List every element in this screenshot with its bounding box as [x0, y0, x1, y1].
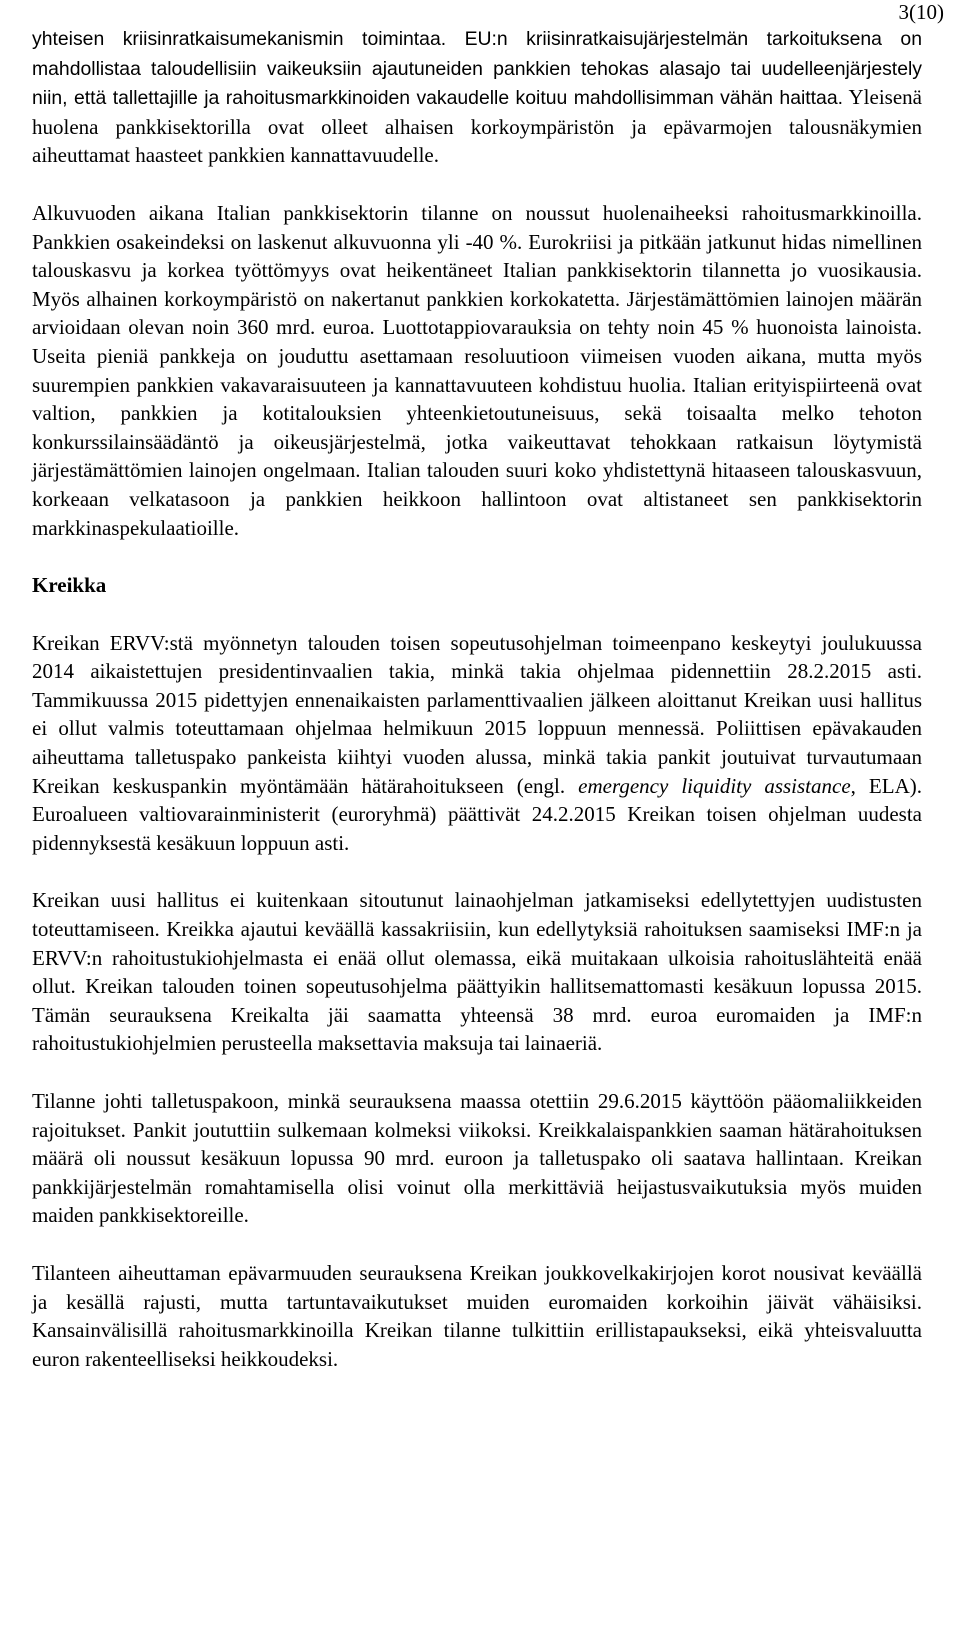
document-body — [32, 24, 922, 1373]
paragraph-crisis-resolution — [32, 24, 922, 170]
page-number: 3(10) — [898, 0, 944, 24]
paragraph-italy-banking: Alkuvuoden aikana Italian pankkisektorin tilanne on noussut huolenaiheeksi rahoitusmarkkinoilla. Pankkien osakeindeksi on laskenut alkuvuonna yli -40 %. Eurokriisi ja pitkään jatkunut hidas nimellinen talouskasvu ja korkea työttömyys ovat heikentäneet Italian pankkisektorin tilannetta jo vuosikausia. Myös alhainen korkoympäristö on nakertanut pankkien korkokatetta. Järjestämättömien lainojen määrän arvioidaan olevan noin 360 mrd. euroa. Luottotappiovarauksia on tehty noin 45 % huonoista lainoista. Useita pieniä pankkeja on jouduttu asettamaan resoluutioon viimeisen vuoden aikana, mutta myös suurempien pankkien vakavaraisuuteen ja kannattavuuteen kohdistuu huolia. Italian erityispiirteenä ovat valtion, pankkien ja kotitalouksien yhteenkietoutuneisuus, sekä toisaalta melko tehoton konkurssilainsäädäntö ja oikeusjärjestelmä, jotka vaikeuttavat tehokkaan ratkaisun löytymistä järjestämättömien lainojen ongelmaan. Italian talouden suuri koko yhdistettynä hitaaseen talouskasvuun, korkeaan velkatasoon ja pankkien heikkoon hallintoon ovat altistaneet sen pankkisektorin markkinaspekulaatioille. — [32, 200, 922, 540]
section-heading-kreikka: Kreikka — [32, 573, 107, 598]
paragraph-capital-controls: Tilanne johti talletuspakoon, minkä seurauksena maassa otettiin 29.6.2015 käyttöön pääomaliikkeiden rajoitukset. Pankit joututtiin sulkemaan kolmeksi viikoksi. Kreikkalaispankkien saaman hätärahoituksen määrä oli noussut kesäkuun lopussa 90 mrd. euroon ja talletuspako oli saatava hallintaan. Kreikan pankkijärjestelmän romahtamisella olisi voinut olla merkittäviä heijastusvaikutuksia myös muiden maiden pankkisektoreille. — [32, 1089, 922, 1228]
paragraph-greece-program-part-a: Kreikan ERVV:stä myönnetyn talouden toisen sopeutusohjelman toimeenpano keskeytyi joulukuussa 2014 aikaistettujen presidentinvaalien takia, minkä takia ohjelmaa pidennettiin 28.2.2015 asti. Tammikuussa 2015 pidettyjen ennenaikaisten parlamenttivaalien jälkeen aloittanut Kreikan uusi hallitus ei ollut valmis toteuttamaan ohjelmaa helmikuun 2015 loppuun mennessä. Poliittisen epävakauden aiheuttama talletuspako pankeista kiihtyi vuoden alussa, minkä takia pankit joutuivat turvautumaan Kreikan keskuspankin myöntämään hätärahoitukseen (engl. — [32, 630, 922, 798]
paragraph-crisis-resolution-part-b: Yleisenä huolena pankkisektorilla ovat olleet alhaisen korkoympäristön ja epävarmojen talousnäkymien aiheuttamat haasteet pankkien kannattavuudelle. — [32, 85, 922, 168]
paragraph-greece-program — [32, 629, 922, 858]
paragraph-greece-program-part-b: , ELA). Euroalueen valtiovarainministerit (euroryhmä) päättivät 24.2.2015 Kreikan toisen ohjelman uudesta pidennyksestä kesäkuun loppuun asti. — [32, 773, 922, 855]
paragraph-contagion: Tilanteen aiheuttaman epävarmuuden seurauksena Kreikan joukkovelkakirjojen korot nousivat keväällä ja kesällä rajusti, mutta tartuntavaikutukset muiden euromaiden korkoihin jäivät vähäisiksi. Kansainvälisillä rahoitusmarkkinoilla Kreikan tilanne tulkittiin erillistapaukseksi, eikä yhteisvaluutta euron rakenteelliseksi heikkoudeksi. — [32, 1260, 922, 1371]
paragraph-greece-government: Kreikan uusi hallitus ei kuitenkaan sitoutunut lainaohjelman jatkamiseksi edellytettyjen uudistusten toteuttamiseen. Kreikka ajautui keväällä kassakriisiin, kun edellytyksiä rahoituksen saamiseksi IMF:n ja ERVV:n rahoitustukiohjelmasta ei enää ollut olemassa, eikä muitakaan ulkoisia rahoituslähteitä enää ollut. Kreikan talouden toinen sopeutusohjelma päättyikin hallitsemattomasti kesäkuun lopussa 2015. Tämän seurauksena Kreikalta jäi saamatta yhteensä 38 mrd. euroa euromaiden ja IMF:n rahoitustukiohjelmien perusteella maksettavia maksuja tai lainaeriä. — [32, 888, 922, 1056]
paragraph-crisis-resolution-part-a: yhteisen kriisinratkaisumekanismin toimintaa. EU:n kriisinratkaisujärjestelmän tarkoituksena on mahdollistaa taloudellisiin vaikeuksiin ajautuneiden pankkien tehokas alasajo tai uudelleenjärjestely niin, että tallettajille ja rahoitusmarkkinoiden vakaudelle koituu mahdollisimman vähän haittaa. — [32, 28, 922, 110]
english-term-ela: emergency liquidity assistance — [578, 773, 851, 798]
